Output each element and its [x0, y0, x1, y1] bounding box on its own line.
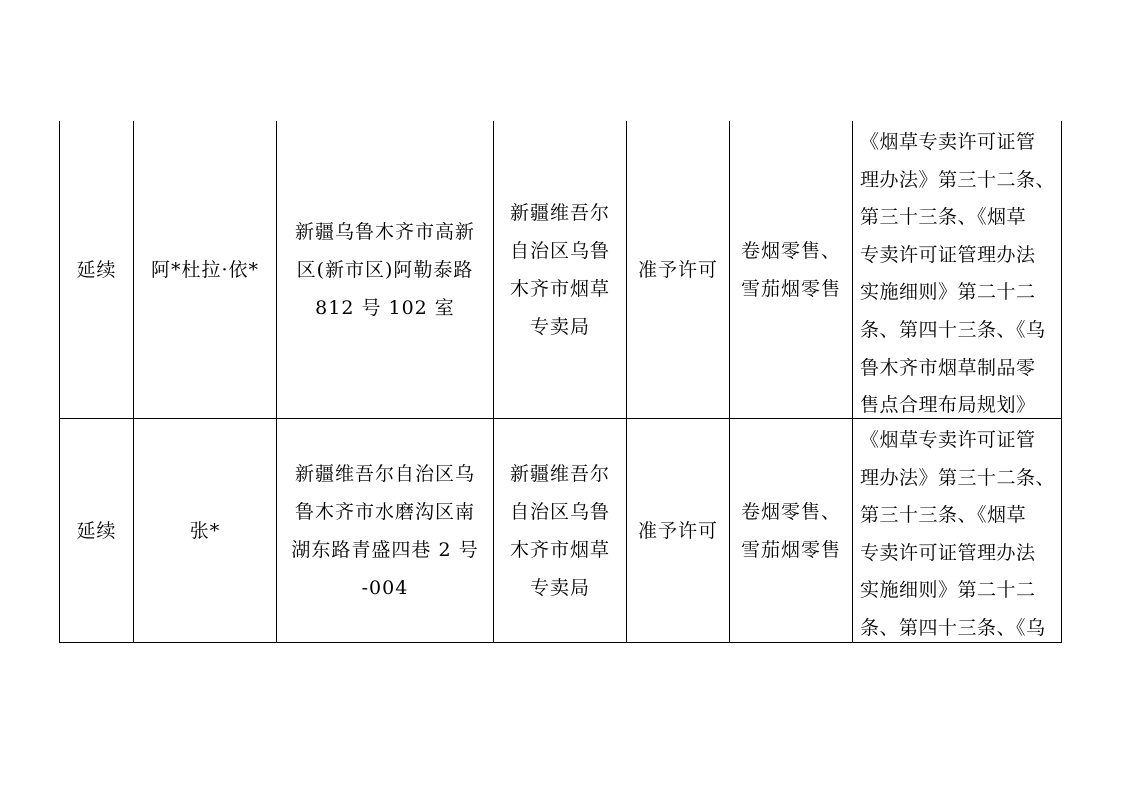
cell-scope-text: 卷烟零售、 雪茄烟零售 [740, 239, 841, 300]
cell-authority [494, 419, 626, 642]
cell-type [60, 419, 133, 642]
cell-decision [627, 121, 729, 418]
table-border-bottom [59, 642, 1062, 643]
cell-authority-text: 新疆维吾尔 自治区乌鲁 木齐市烟草 专卖局 [509, 201, 610, 338]
cell-basis [860, 422, 1060, 642]
cell-type-text: 延续 [76, 258, 117, 281]
cell-authority-text: 新疆维吾尔 自治区乌鲁 木齐市烟草 专卖局 [509, 462, 610, 599]
cell-name-text: 张* [189, 519, 221, 542]
cell-address [277, 121, 493, 418]
cell-type-text: 延续 [76, 519, 117, 542]
cell-decision-text: 准予许可 [637, 519, 718, 542]
cell-basis-text: 《烟草专卖许可证管 理办法》第三十二条、 第三十三条、《烟草 专卖许可证管理办法 实施细则》第二十二 条、第四十三条、《乌 鲁木齐市烟草制品零 售点合理布局规划》 [860, 131, 1056, 417]
cell-basis [860, 124, 1060, 418]
cell-address [277, 419, 493, 642]
cell-decision-text: 准予许可 [637, 258, 718, 281]
cell-type [60, 121, 133, 418]
column-divider [852, 121, 853, 643]
cell-scope [730, 121, 852, 418]
cell-address-text: 新疆乌鲁木齐市高新 区(新市区)阿勒泰路 812 号 102 室 [294, 220, 475, 319]
cell-address-text: 新疆维吾尔自治区乌 鲁木齐市水磨沟区南 湖东路青盛四巷 2 号 -004 [291, 462, 479, 599]
cell-name [134, 419, 276, 642]
cell-name-text: 阿*杜拉·依* [150, 258, 260, 281]
cell-scope [730, 419, 852, 642]
cell-basis-text: 《烟草专卖许可证管 理办法》第三十二条、 第三十三条、《烟草 专卖许可证管理办法 实施细则》第二十二 条、第四十三条、《乌 [860, 429, 1056, 639]
cell-authority [494, 121, 626, 418]
cell-name [134, 121, 276, 418]
table-border-right [1061, 121, 1062, 643]
cell-decision [627, 419, 729, 642]
cell-scope-text: 卷烟零售、 雪茄烟零售 [740, 500, 841, 561]
